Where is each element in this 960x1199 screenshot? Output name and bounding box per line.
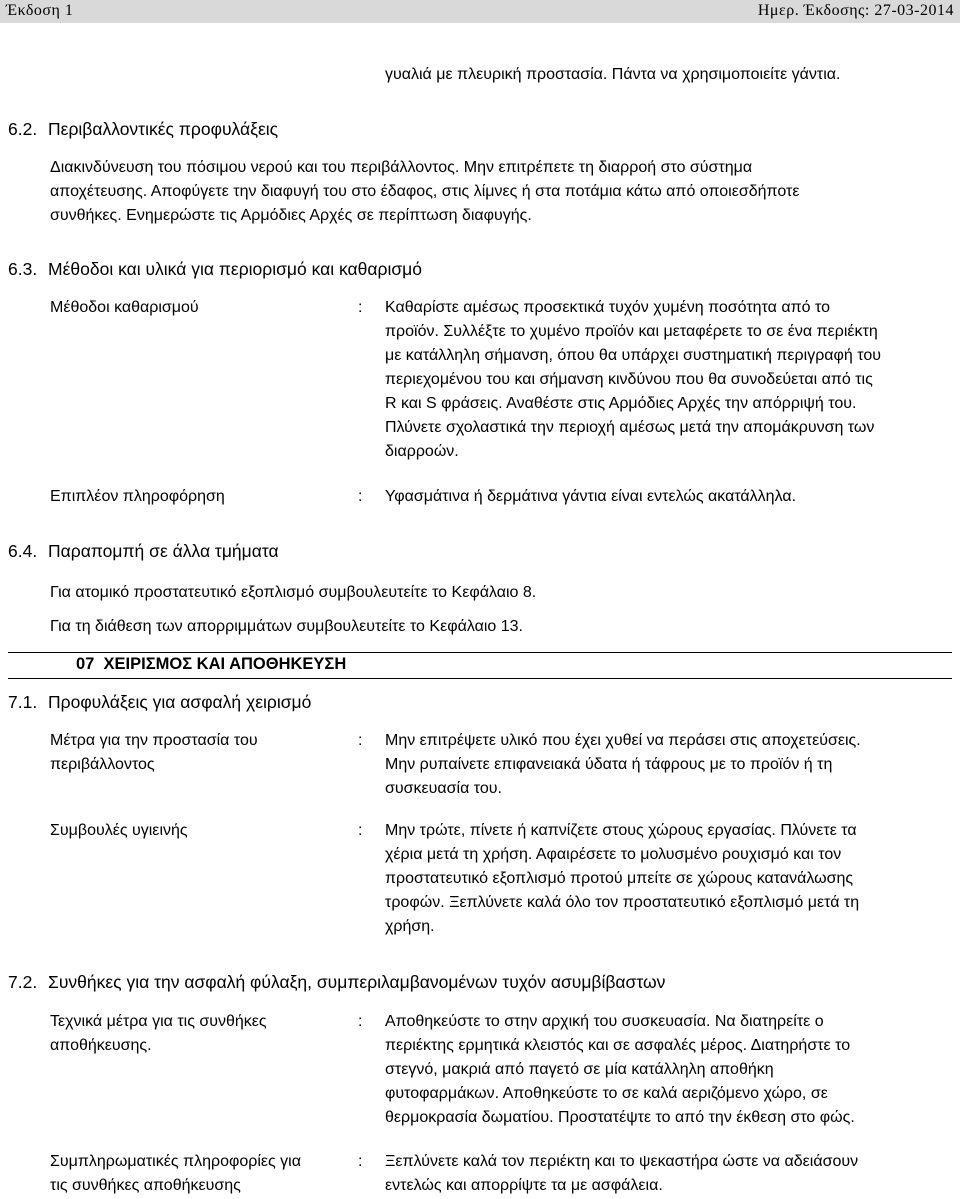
section-07-title: 07 ΧΕΙΡΙΣΜΟΣ ΚΑΙ ΑΠΟΘΗΚΕΥΣΗ: [76, 655, 347, 673]
value-storage-technical-measures: Αποθηκεύστε το στην αρχική του συσκευασία. Να διατηρείτε ο περιέκτης ερμητικά κλειστός και σε ασφαλές μέρος. Διατηρήστε το στεγνό, μακριά από παγετό σε μία κατάλληλη αποθήκη φυτοφαρμάκων. Αποθηκεύστε το σε καλά αεριζόμενο χώρο, σε θερμοκρασία δωματίου. Προστατέψτε το από την έκθεση στο φώς.: [385, 1013, 855, 1126]
heading-6-2: [8, 119, 278, 140]
label-storage-supplementary-info: Συμπληρωματικές πληροφορίες για τις συνθήκες αποθήκευσης: [50, 1153, 301, 1194]
heading-number: 7.2.: [8, 972, 38, 992]
value-additional-info: Υφασμάτινα ή δερμάτινα γάντια είναι εντελώς ακατάλληλα.: [385, 488, 797, 505]
reference-line-ppe: Για ατομικό προστατευτικό εξοπλισμό συμβουλευτείτε το Κεφάλαιο 8.: [50, 584, 537, 601]
label-hygiene-advice: Συμβουλές υγιεινής: [50, 822, 188, 839]
colon-separator: :: [358, 1153, 363, 1170]
value-storage-supplementary-info: Ξεπλύνετε καλά τον περιέκτη και το ψεκαστήρα ώστε να αδειάσουν εντελώς και απορρίψτε τα με ασφάλεια.: [385, 1153, 859, 1194]
colon-separator: :: [358, 732, 363, 749]
paragraph-line: Διακινδύνευση του πόσιμου νερού και του περιβάλλοντος. Μην επιτρέπετε τη διαρροή στο σύστημα: [50, 159, 753, 176]
label-cleanup-methods: Μέθοδοι καθαρισμού: [50, 299, 199, 316]
heading-title: Περιβαλλοντικές προφυλάξεις: [48, 119, 279, 139]
colon-separator: :: [358, 488, 363, 505]
heading-7-1: [8, 692, 311, 713]
colon-separator: :: [358, 299, 363, 316]
label-environment-measures: Μέτρα για την προστασία του περιβάλλοντος: [50, 732, 258, 773]
heading-6-3: [8, 259, 422, 280]
colon-separator: :: [358, 822, 363, 839]
page-header: [0, 0, 960, 23]
heading-number: 6.4.: [8, 541, 38, 561]
heading-number: 6.3.: [8, 259, 38, 279]
paragraph-line: αποχέτευσης. Αποφύγετε την διαφυγή του στο έδαφος, στις λίμνες ή στα ποτάμια κάτω από οποιεσδήποτε: [50, 183, 800, 200]
edition-label: Έκδοση 1: [6, 2, 74, 19]
paragraph-line: συνθήκες. Ενημερώστε τις Αρμόδιες Αρχές σε περίπτωση διαφυγής.: [50, 207, 532, 224]
colon-separator: :: [358, 1013, 363, 1030]
heading-6-4: [8, 541, 279, 562]
reference-line-disposal: Για τη διάθεση των απορριμμάτων συμβουλευτείτε το Κεφάλαιο 13.: [50, 618, 523, 635]
heading-title: Παραπομπή σε άλλα τμήματα: [48, 541, 279, 561]
section-07-banner: [8, 652, 952, 679]
heading-7-2: [8, 972, 665, 993]
heading-title: Συνθήκες για την ασφαλή φύλαξη, συμπεριλαμβανομένων τυχόν ασυμβίβαστων: [48, 972, 666, 992]
heading-title: Προφυλάξεις για ασφαλή χειρισμό: [48, 692, 312, 712]
label-additional-info: Επιπλέον πληροφόρηση: [50, 488, 225, 505]
value-hygiene-advice: Μην τρώτε, πίνετε ή καπνίζετε στους χώρους εργασίας. Πλύνετε τα χέρια μετά τη χρήση. Αφαιρέσετε το μολυσμένο ρουχισμό και τον προστατευτικό εξοπλισμό προτού μπείτε σε χώρους κατανάλωσης τροφών. Ξεπλύνετε καλά όλο τον προστατευτικό εξοπλισμό μετά τη χρήση.: [385, 822, 860, 935]
heading-number: 6.2.: [8, 119, 38, 139]
heading-title: Μέθοδοι και υλικά για περιορισμό και καθαρισμό: [48, 259, 422, 279]
value-environment-measures: Μην επιτρέψετε υλικό που έχει χυθεί να περάσει στις αποχετεύσεις. Μην ρυπαίνετε επιφανειακά ύδατα ή τάφρους με το προϊόν ή τη συσκευασία του.: [385, 732, 861, 797]
top-continuation-line: γυαλιά με πλευρική προστασία. Πάντα να χρησιμοποιείτε γάντια.: [385, 66, 841, 83]
label-storage-technical-measures: Τεχνικά μέτρα για τις συνθήκες αποθήκευσης.: [50, 1013, 267, 1054]
issue-date: Ημερ. Έκδοσης: 27-03-2014: [757, 2, 954, 19]
paragraph-6-2: [50, 156, 799, 228]
heading-number: 7.1.: [8, 692, 38, 712]
value-cleanup-methods: Καθαρίστε αμέσως προσεκτικά τυχόν χυμένη ποσότητα από το προϊόν. Συλλέξτε το χυμένο προϊόν και μεταφέρετε το σε ένα περιέκτη με κατάλληλη σήμανση, όπου θα υπάρχει συστηματική περιγραφή του περιεχομένου του και σήμανση κινδύνου που θα συνοδεύεται από τις R και S φράσεις. Αναθέστε στις Αρμόδιες Αρχές την απόρριψή του. Πλύνετε σχολαστικά την περιοχή αμέσως μετά την απομάκρυνση των διαρροών.: [385, 299, 882, 460]
